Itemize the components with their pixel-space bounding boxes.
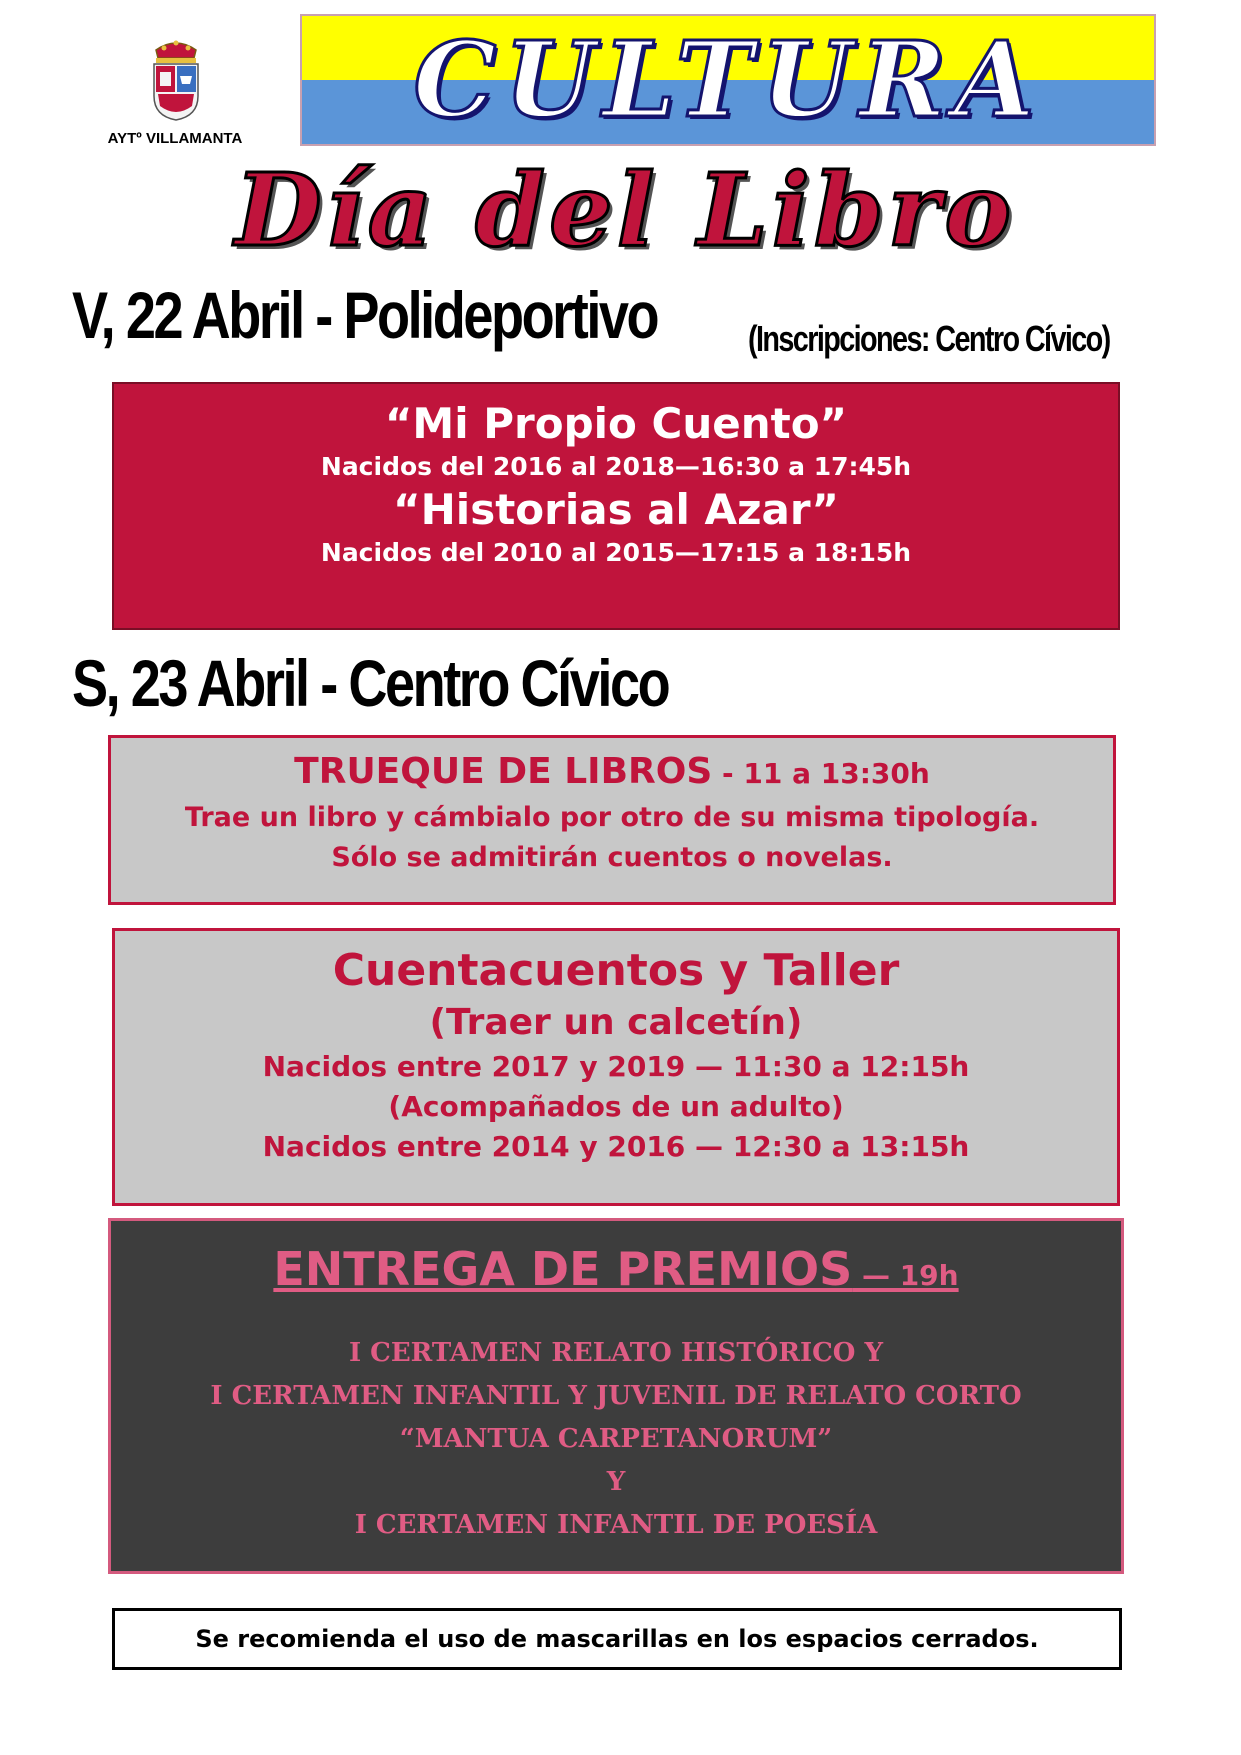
awards-line: I CERTAMEN INFANTIL Y JUVENIL DE RELATO CORTO [210, 1381, 1022, 1411]
cultura-banner [300, 14, 1156, 146]
day1-events-box [112, 382, 1120, 630]
day1-heading: V, 22 Abril - Polideportivo [72, 278, 658, 352]
mask-notice: Se recomienda el uso de mascarillas en los espacios cerrados. [112, 1608, 1122, 1670]
awards-name: ENTREGA DE PREMIOS [273, 1242, 853, 1296]
storytelling-box [112, 928, 1120, 1206]
storytelling-line: (Acompañados de un adulto) [388, 1090, 844, 1123]
banner-title: CULTURA [413, 18, 1043, 141]
book-swap-line: Trae un libro y cámbialo por otro de su misma tipología. [184, 802, 1040, 833]
storytelling-title: Cuentacuentos y Taller [332, 945, 900, 996]
book-swap-time: - 11 a 13:30h [712, 757, 930, 790]
awards-title [111, 1239, 1121, 1306]
event-detail: Nacidos del 2016 al 2018—16:30 a 17:45h [320, 452, 912, 481]
event-title: “Mi Propio Cuento” [384, 399, 848, 448]
awards-line: I CERTAMEN RELATO HISTÓRICO Y [348, 1338, 884, 1368]
storytelling-line: Nacidos entre 2017 y 2019 — 11:30 a 12:15h [262, 1050, 970, 1083]
awards-box [108, 1218, 1124, 1574]
book-swap-box [108, 735, 1116, 905]
day2-heading: S, 23 Abril - Centro Cívico [72, 646, 669, 720]
event-detail: Nacidos del 2010 al 2015—17:15 a 18:15h [320, 538, 912, 567]
book-swap-title [111, 748, 1113, 798]
storytelling-line: Nacidos entre 2014 y 2016 — 12:30 a 13:15h [262, 1130, 970, 1163]
awards-time: — 19h [852, 1259, 959, 1292]
registration-note: (Inscripciones: Centro Cívico) [748, 318, 1110, 359]
book-swap-name: TRUEQUE DE LIBROS [294, 751, 713, 792]
coat-of-arms-icon [146, 36, 206, 122]
awards-line: Y [606, 1467, 626, 1497]
event-title: “Historias al Azar” [393, 485, 839, 534]
town-hall-label: AYTº VILLAMANTA [107, 130, 243, 147]
awards-line: “MANTUA CARPETANORUM” [399, 1424, 833, 1454]
page-title: Día del Libro [234, 151, 1016, 269]
awards-line: I CERTAMEN INFANTIL DE POESÍA [354, 1510, 878, 1540]
storytelling-subtitle: (Traer un calcetín) [429, 1002, 803, 1043]
book-swap-line: Sólo se admitirán cuentos o novelas. [331, 842, 893, 873]
